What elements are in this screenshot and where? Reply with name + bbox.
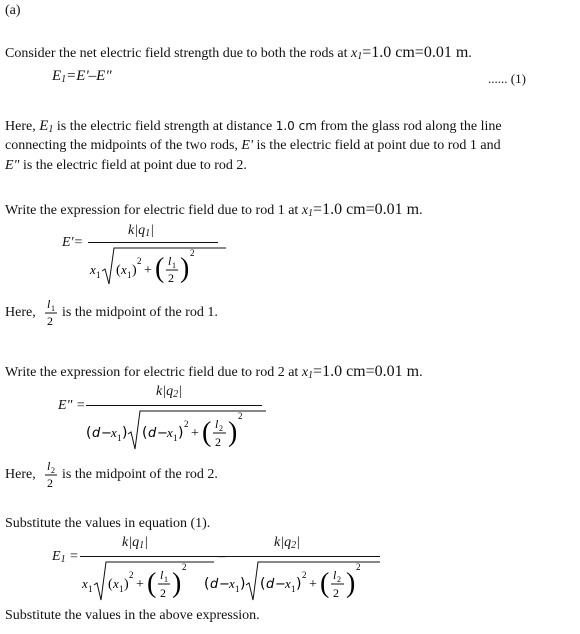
svg-text:1: 1: [119, 584, 124, 594]
svg-text:): ): [132, 263, 137, 278]
svg-text:+: +: [191, 426, 199, 441]
svg-text:x: x: [285, 576, 291, 591]
svg-text:(: (: [108, 577, 113, 592]
svg-text:2: 2: [337, 575, 341, 584]
svg-text:x: x: [90, 262, 96, 277]
x1-symbol: $x_1$: [351, 46, 363, 62]
svg-text:(: (: [320, 568, 330, 599]
eq2-denominator: [86, 244, 226, 288]
l2-over-2-fraction: [44, 458, 58, 492]
svg-text:2: 2: [302, 570, 307, 580]
svg-text:(: (: [86, 425, 92, 441]
equation-combined: $E_1$ = $k|q_1|$ $k|q_2|$ x 1 ( x 1 ) 2 + ( l 1 2 ) 2 ( d − x 1 ) ( d − x 1 ) 2 + ( l 2 2 ) 2: [52, 534, 382, 606]
svg-text:1: 1: [164, 575, 168, 584]
substitute-eq1-line: Substitute the values in equation (1).: [5, 516, 211, 531]
svg-text:): ): [180, 253, 190, 284]
svg-text:2: 2: [182, 562, 187, 572]
svg-text:(: (: [204, 576, 210, 592]
svg-text:1: 1: [172, 261, 176, 270]
part-label: (a): [5, 3, 21, 18]
svg-text:−: −: [219, 577, 230, 592]
svg-text:): ): [228, 417, 238, 448]
write-rod2-line: Write the expression for electric field due to rod 2 at $x_1=1.0$ cm=0.01 m.: [5, 363, 423, 381]
equation-1: [52, 66, 112, 87]
svg-text:(: (: [202, 417, 212, 448]
svg-text:2: 2: [219, 424, 223, 433]
svg-text:): ): [346, 568, 356, 599]
svg-text:2: 2: [215, 435, 221, 449]
svg-text:1: 1: [127, 270, 132, 280]
svg-text:2: 2: [184, 419, 189, 429]
svg-text:d: d: [92, 426, 101, 441]
eq1-lhs: $E_1$: [52, 68, 67, 85]
svg-text:(: (: [155, 253, 165, 284]
write-rod1-line: Write the expression for electric field due to rod 1 at $x_1=1.0$ cm=0.01 m.: [5, 201, 423, 219]
svg-text:): ): [178, 425, 184, 441]
svg-text:l: l: [47, 459, 51, 473]
svg-text:1: 1: [291, 584, 296, 594]
here1-line1: Here, $E_1$ is the electric field strength at distance 1.0 cm from the glass rod along the line: [5, 118, 502, 135]
here1-line2: connecting the midpoints of the two rods, E' is the electric field at point due to rod 1 and: [5, 138, 501, 153]
svg-text:x: x: [229, 576, 235, 591]
svg-text:+: +: [144, 263, 152, 278]
here3-line: Here,: [5, 467, 36, 482]
eq4-denominators: [78, 558, 382, 606]
svg-text:2: 2: [137, 256, 142, 266]
svg-text:−: −: [275, 577, 286, 592]
eq4-numerator-2: $k|q_2|$: [274, 535, 300, 551]
eq1-rhs: =E'–E": [66, 68, 112, 84]
svg-text:1: 1: [88, 584, 93, 594]
svg-text:1: 1: [117, 433, 122, 443]
svg-text:x: x: [82, 576, 88, 591]
svg-text:2: 2: [356, 562, 361, 572]
svg-text:2: 2: [168, 271, 174, 285]
svg-text:+: +: [136, 577, 144, 592]
svg-text:(: (: [116, 263, 121, 278]
svg-text:2: 2: [47, 476, 53, 490]
here2-text: is the midpoint of the rod 1.: [62, 305, 218, 320]
eq3-numerator: $k|q_2|$: [156, 384, 182, 400]
svg-text:): ): [240, 576, 246, 592]
substitute-values-line: Substitute the values in the above expression.: [5, 608, 260, 623]
svg-text:+: +: [309, 577, 317, 592]
svg-text:d: d: [148, 426, 157, 441]
svg-text:−: −: [101, 426, 112, 441]
svg-text:l: l: [215, 417, 219, 431]
svg-text:2: 2: [47, 314, 53, 328]
eq4-numerator-1: $k|q_1|$: [122, 535, 148, 551]
svg-text:): ): [296, 576, 302, 592]
svg-text:x: x: [111, 425, 117, 440]
svg-text:x: x: [121, 262, 127, 277]
svg-text:1: 1: [173, 433, 178, 443]
equation-e-double-prime: E" = $k|q_2|$ ( d − x 1 ) ( d − x 1 ) 2 + ( l 2 2 ) 2: [58, 383, 268, 451]
svg-text:2: 2: [129, 570, 134, 580]
here2-line: Here,: [5, 305, 36, 320]
svg-text:1: 1: [51, 304, 55, 313]
svg-text:): ): [122, 425, 128, 441]
l1-over-2-fraction: [44, 296, 58, 330]
svg-text:x: x: [167, 425, 173, 440]
svg-text:2: 2: [333, 586, 339, 600]
intro-text: Consider the net electric field strength due to both the rods at: [5, 46, 348, 61]
intro-line: Consider the net electric field strength due to both the rods at $x_1=1.0$ cm=0.01 m.: [5, 44, 472, 62]
svg-text:l: l: [160, 568, 164, 582]
svg-text:(: (: [142, 425, 148, 441]
equation-1-number: ...... (1): [488, 71, 526, 86]
svg-text:2: 2: [51, 466, 55, 475]
svg-text:): ): [172, 568, 182, 599]
svg-text:2: 2: [238, 411, 243, 421]
svg-text:1: 1: [235, 584, 240, 594]
svg-text:1: 1: [96, 270, 101, 280]
eq2-numerator: $k|q_1|$: [128, 223, 154, 239]
svg-text:x: x: [113, 576, 119, 591]
svg-text:): ): [124, 577, 129, 592]
svg-text:l: l: [47, 297, 51, 311]
svg-text:−: −: [157, 426, 168, 441]
svg-text:(: (: [147, 568, 157, 599]
svg-text:l: l: [333, 568, 337, 582]
svg-text:d: d: [266, 577, 275, 592]
here1-line3: E" is the electric field at point due to rod 2.: [5, 158, 247, 173]
here3-text: is the midpoint of the rod 2.: [62, 467, 218, 482]
svg-text:(: (: [260, 576, 266, 592]
svg-text:l: l: [168, 254, 172, 268]
x1-value: =1.0 cm=0.01 m: [362, 44, 469, 61]
svg-text:d: d: [210, 577, 219, 592]
equation-e-prime: E'= $k|q_1|$ x 1 ( x 1 ) 2 + ( l 1 2 ) 2: [62, 222, 262, 284]
svg-text:2: 2: [190, 248, 195, 258]
eq3-denominator: [84, 407, 268, 453]
svg-text:2: 2: [160, 586, 166, 600]
